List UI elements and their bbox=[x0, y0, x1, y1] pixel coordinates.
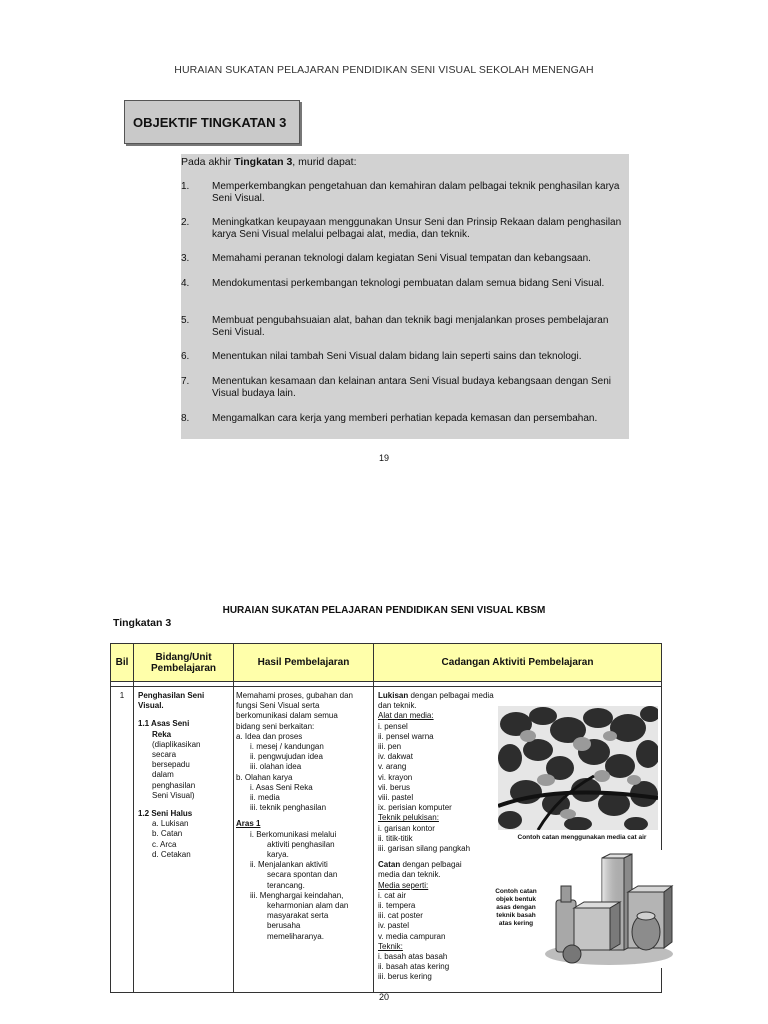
hasil-text: a. Idea dan proses bbox=[236, 731, 303, 741]
aktiviti-label: Media seperti: bbox=[378, 880, 429, 890]
aktiviti-text: dan teknik. bbox=[378, 701, 417, 711]
caption-still-life bbox=[491, 888, 541, 928]
unit-desc: dalam bbox=[152, 770, 174, 780]
hasil-text: i. mesej / kandungan bbox=[250, 742, 324, 752]
cell-bil: 1 bbox=[111, 687, 134, 993]
page-number: 20 bbox=[378, 992, 389, 1002]
page-number: 19 bbox=[378, 453, 389, 463]
cell-unit bbox=[134, 687, 234, 993]
form-subtitle: Tingkatan 3 bbox=[113, 617, 172, 629]
aktiviti-label: Alat dan media: bbox=[378, 711, 434, 721]
aktiviti-text: viii. pastel bbox=[378, 793, 414, 803]
still-life-image bbox=[542, 850, 676, 968]
hasil-text: terancang. bbox=[267, 880, 305, 890]
aktiviti-text: vi. krayon bbox=[378, 772, 413, 782]
hasil-text: karya. bbox=[267, 850, 289, 860]
aktiviti-text: i. basah atas basah bbox=[378, 952, 448, 962]
unit-sub: 1.1 Asas Seni bbox=[138, 719, 190, 729]
unit-item: d. Cetakan bbox=[152, 849, 191, 859]
objective-text: Membuat pengubahsuaian alat, bahan dan teknik bagi menjalankan proses pembelajaran Seni Visual. bbox=[212, 315, 609, 338]
objective-text: Menentukan kesamaan dan kelainan antara Seni Visual budaya kebangsaan dengan Seni Visual budaya lain. bbox=[212, 376, 612, 399]
syllabus-title: HURAIAN SUKATAN PELAJARAN PENDIDIKAN SENI VISUAL KBSM bbox=[222, 605, 546, 616]
hasil-text: i. Asas Seni Reka bbox=[250, 782, 313, 792]
caption-line: Contoh catan bbox=[495, 888, 537, 895]
unit-item: a. Lukisan bbox=[152, 819, 189, 829]
objective-title: OBJEKTIF TINGKATAN 3 bbox=[133, 115, 287, 130]
hasil-text: Memahami proses, gubahan dan bbox=[236, 691, 353, 700]
hasil-text: keharmonian alam dan bbox=[267, 901, 349, 911]
aktiviti-text: ii. pensel warna bbox=[378, 731, 434, 741]
intro-suffix: , murid dapat: bbox=[292, 156, 357, 168]
col-header-bil: Bil bbox=[111, 644, 134, 682]
objective-number: 8. bbox=[181, 413, 190, 424]
aktiviti-text: i. pensel bbox=[378, 721, 408, 731]
watercolor-tree-image bbox=[498, 706, 658, 830]
aktiviti-text: iv. dakwat bbox=[378, 752, 413, 762]
objective-title-box bbox=[124, 100, 300, 144]
objective-number: 7. bbox=[181, 376, 190, 387]
col-header-aktiviti: Cadangan Aktiviti Pembelajaran bbox=[374, 644, 662, 682]
caption-watercolor: Contoh catan menggunakan media cat air bbox=[517, 834, 647, 841]
hasil-text: ii. pengwujudan idea bbox=[250, 752, 323, 762]
catan-rest: dengan pelbagai bbox=[400, 860, 462, 870]
objectives-intro bbox=[181, 156, 356, 168]
unit-desc: bersepadu bbox=[152, 760, 190, 770]
hasil-text: berkomunikasi dalam semua bbox=[236, 711, 338, 721]
aktiviti-text: iii. pen bbox=[378, 742, 402, 752]
aktiviti-text: iii. garisan silang pangkah bbox=[378, 844, 471, 854]
aktiviti-label: Teknik: bbox=[378, 941, 403, 951]
objective-number: 5. bbox=[181, 315, 190, 326]
catan-label: Catan bbox=[378, 860, 401, 870]
lukisan-rest: dengan pelbagai media bbox=[408, 691, 494, 700]
table-row bbox=[111, 687, 662, 993]
objective-number: 1. bbox=[181, 181, 190, 192]
unit-desc: penghasilan bbox=[152, 780, 196, 790]
aktiviti-text: iv. pastel bbox=[378, 921, 409, 931]
aktiviti-text: ii. tempera bbox=[378, 901, 416, 911]
unit-item: c. Arca bbox=[152, 839, 177, 849]
hasil-text: memeliharanya. bbox=[267, 931, 324, 941]
unit-sub: Reka bbox=[152, 729, 172, 739]
intro-prefix: Pada akhir bbox=[181, 156, 235, 168]
objective-number: 4. bbox=[181, 278, 190, 289]
hasil-text: b. Olahan karya bbox=[236, 772, 293, 782]
hasil-text: iii. Menghargai keindahan, bbox=[250, 890, 344, 900]
hasil-text: bidang seni berkaitan: bbox=[236, 721, 315, 731]
hasil-text: ii. media bbox=[250, 793, 280, 803]
hasil-text: fungsi Seni Visual serta bbox=[236, 701, 320, 711]
unit-desc: Seni Visual) bbox=[152, 790, 195, 800]
caption-line: objek bentuk bbox=[495, 896, 537, 903]
hasil-text: aktiviti penghasilan bbox=[267, 839, 335, 849]
aktiviti-text: ii. titik-titik bbox=[378, 833, 413, 843]
hasil-text: secara spontan dan bbox=[267, 870, 338, 880]
objective-text: Mengamalkan cara kerja yang memberi perhatian kepada kemasan dan persembahan. bbox=[212, 413, 598, 424]
page-header: HURAIAN SUKATAN PELAJARAN PENDIDIKAN SENI VISUAL SEKOLAH MENENGAH bbox=[174, 64, 594, 76]
aktiviti-label: Teknik pelukisan: bbox=[378, 813, 439, 823]
aktiviti-text bbox=[378, 691, 661, 701]
aktiviti-text: v. media campuran bbox=[378, 931, 446, 941]
hasil-text: iii. olahan idea bbox=[250, 762, 302, 772]
hasil-text: iii. teknik penghasilan bbox=[250, 803, 327, 813]
aktiviti-text: iii. cat poster bbox=[378, 911, 423, 921]
hasil-text: masyarakat serta bbox=[267, 911, 329, 921]
unit-desc: secara bbox=[152, 750, 177, 760]
caption-line: atas kering bbox=[498, 920, 534, 927]
hasil-text: ii. Menjalankan aktiviti bbox=[250, 860, 328, 870]
col-header-unit: Bidang/Unit Pembelajaran bbox=[134, 644, 234, 682]
aktiviti-text: vii. berus bbox=[378, 782, 411, 792]
objective-number: 3. bbox=[181, 253, 190, 264]
unit-sub: 1.2 Seni Halus bbox=[138, 809, 193, 819]
cell-aktiviti bbox=[374, 687, 662, 993]
unit-title: Visual. bbox=[138, 701, 164, 711]
objective-text: Meningkatkan keupayaan menggunakan Unsur Seni dan Prinsip Rekaan dalam penghasilan karya Seni Visual melalui pelbagai alat, media, dan teknik. bbox=[212, 217, 622, 240]
aktiviti-text: i. cat air bbox=[378, 890, 407, 900]
hasil-text: berusaha bbox=[267, 921, 301, 931]
lukisan-label: Lukisan bbox=[378, 691, 409, 700]
objective-number: 2. bbox=[181, 217, 190, 228]
objectives-panel bbox=[181, 154, 629, 439]
aktiviti-text: ii. basah atas kering bbox=[378, 962, 450, 972]
objective-number: 6. bbox=[181, 351, 190, 362]
caption-line: teknik basah bbox=[496, 912, 536, 919]
unit-desc: (diaplikasikan bbox=[152, 739, 201, 749]
aktiviti-text: ix. perisian komputer bbox=[378, 803, 452, 813]
objective-text: Memahami peranan teknologi dalam kegiatan Seni Visual tempatan dan kebangsaan. bbox=[212, 253, 591, 264]
syllabus-table bbox=[110, 643, 662, 993]
aktiviti-text: media dan teknik. bbox=[378, 870, 441, 880]
objective-text: Mendokumentasi perkembangan teknologi pembuatan dalam semua bidang Seni Visual. bbox=[212, 278, 605, 289]
objective-text: Memperkembangkan pengetahuan dan kemahiran dalam pelbagai teknik penghasilan karya Seni Visual. bbox=[212, 181, 620, 204]
aktiviti-text: v. arang bbox=[378, 762, 407, 772]
col-header-hasil: Hasil Pembelajaran bbox=[234, 644, 374, 682]
aktiviti-text: iii. berus kering bbox=[378, 972, 432, 982]
unit-item: b. Catan bbox=[152, 829, 183, 839]
aktiviti-text: i. garisan kontor bbox=[378, 823, 435, 833]
table-header-row bbox=[111, 644, 662, 682]
cell-hasil bbox=[234, 687, 374, 993]
caption-line: asas dengan bbox=[496, 904, 536, 911]
intro-bold: Tingkatan 3 bbox=[234, 156, 293, 168]
objective-text: Menentukan nilai tambah Seni Visual dalam bidang lain seperti sains dan teknologi. bbox=[212, 351, 582, 362]
hasil-text: i. Berkomunikasi melalui bbox=[250, 829, 337, 839]
aras-label: Aras 1 bbox=[236, 819, 261, 829]
unit-title: Penghasilan Seni bbox=[138, 691, 205, 700]
